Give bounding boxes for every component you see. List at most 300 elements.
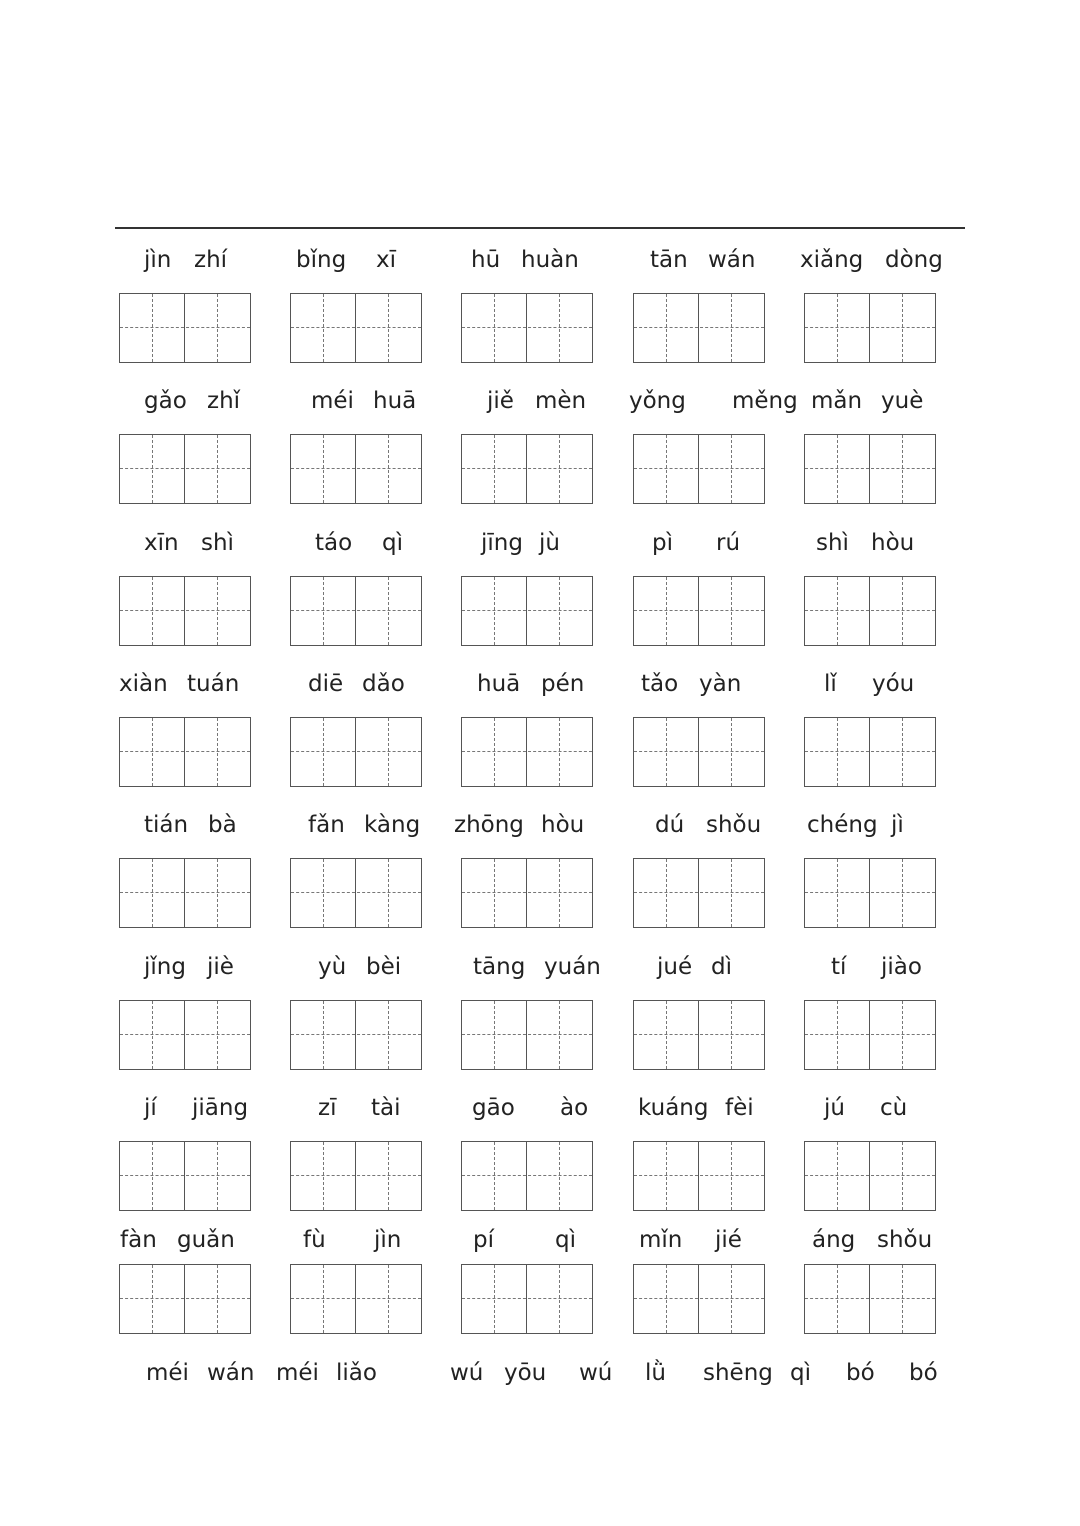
- pinyin-syllable: xiǎng: [800, 247, 864, 273]
- character-writing-box[interactable]: [633, 1141, 765, 1211]
- box-guide-line: [323, 1142, 324, 1210]
- box-guide-line: [152, 859, 153, 927]
- box-guide-line: [355, 1265, 356, 1333]
- character-writing-box[interactable]: [633, 293, 765, 363]
- box-guide-line: [323, 859, 324, 927]
- box-guide-line: [462, 468, 592, 469]
- box-guide-line: [217, 1001, 218, 1069]
- box-guide-line: [184, 859, 185, 927]
- character-writing-box[interactable]: [461, 1264, 593, 1334]
- box-guide-line: [184, 718, 185, 786]
- bottom-pinyin-syllable: bó: [846, 1360, 875, 1386]
- pinyin-syllable: jí: [144, 1095, 157, 1121]
- box-guide-line: [494, 435, 495, 503]
- box-guide-line: [805, 892, 935, 893]
- box-guide-line: [291, 468, 421, 469]
- box-guide-line: [184, 435, 185, 503]
- character-writing-box[interactable]: [290, 1000, 422, 1070]
- bottom-pinyin-syllable: yōu: [504, 1360, 547, 1386]
- pinyin-syllable: yóu: [872, 671, 915, 697]
- box-guide-line: [323, 294, 324, 362]
- character-writing-box[interactable]: [461, 1141, 593, 1211]
- box-guide-line: [559, 1265, 560, 1333]
- pinyin-syllable: bà: [208, 812, 237, 838]
- box-guide-line: [388, 294, 389, 362]
- box-guide-line: [355, 577, 356, 645]
- pinyin-syllable: jīng: [481, 530, 523, 556]
- pinyin-syllable: tián: [144, 812, 189, 838]
- pinyin-syllable: tuán: [187, 671, 240, 697]
- box-guide-line: [323, 577, 324, 645]
- character-writing-box[interactable]: [804, 1264, 936, 1334]
- box-guide-line: [355, 1142, 356, 1210]
- box-guide-line: [666, 577, 667, 645]
- box-guide-line: [494, 859, 495, 927]
- pinyin-syllable: jì: [891, 812, 904, 838]
- pinyin-row: [0, 1091, 1080, 1125]
- box-guide-line: [731, 1142, 732, 1210]
- box-guide-line: [902, 1142, 903, 1210]
- pinyin-syllable: xī: [376, 247, 397, 273]
- box-guide-line: [837, 435, 838, 503]
- character-writing-box[interactable]: [633, 434, 765, 504]
- box-guide-line: [634, 610, 764, 611]
- box-guide-line: [494, 1001, 495, 1069]
- box-guide-line: [902, 859, 903, 927]
- pinyin-row: [0, 243, 1080, 277]
- bottom-pinyin-syllable: wú: [450, 1360, 484, 1386]
- box-guide-line: [291, 1034, 421, 1035]
- pinyin-syllable: pén: [541, 671, 585, 697]
- box-guide-line: [559, 435, 560, 503]
- box-guide-line: [634, 892, 764, 893]
- box-guide-line: [902, 1265, 903, 1333]
- pinyin-syllable: yuè: [881, 388, 924, 414]
- box-guide-line: [731, 718, 732, 786]
- character-writing-box[interactable]: [119, 717, 251, 787]
- pinyin-syllable: zhí: [194, 247, 228, 273]
- pinyin-syllable: měng: [732, 388, 798, 414]
- box-guide-line: [184, 1142, 185, 1210]
- bottom-pinyin-syllable: lǜ: [645, 1360, 666, 1386]
- box-guide-line: [355, 435, 356, 503]
- pinyin-syllable: mèn: [535, 388, 587, 414]
- pinyin-syllable: shǒu: [706, 812, 762, 838]
- pinyin-syllable: jìn: [374, 1227, 402, 1253]
- pinyin-syllable: bǐng: [296, 247, 347, 273]
- box-guide-line: [666, 1142, 667, 1210]
- box-guide-line: [291, 751, 421, 752]
- box-guide-line: [559, 1001, 560, 1069]
- pinyin-syllable: fǎn: [308, 812, 345, 838]
- box-guide-line: [805, 1298, 935, 1299]
- box-guide-line: [869, 577, 870, 645]
- box-guide-line: [634, 1298, 764, 1299]
- box-guide-line: [666, 1001, 667, 1069]
- box-guide-line: [217, 577, 218, 645]
- box-guide-line: [634, 751, 764, 752]
- pinyin-syllable: bèi: [366, 954, 402, 980]
- box-guide-line: [120, 1298, 250, 1299]
- box-guide-line: [217, 859, 218, 927]
- pinyin-syllable: gǎo: [144, 388, 187, 414]
- pinyin-syllable: jué: [657, 954, 693, 980]
- character-writing-box[interactable]: [119, 1264, 251, 1334]
- character-writing-box[interactable]: [119, 293, 251, 363]
- box-guide-line: [494, 577, 495, 645]
- box-guide-line: [120, 327, 250, 328]
- character-writing-box[interactable]: [804, 434, 936, 504]
- box-guide-line: [698, 1142, 699, 1210]
- character-writing-box[interactable]: [461, 576, 593, 646]
- character-writing-box[interactable]: [461, 434, 593, 504]
- character-writing-box[interactable]: [633, 576, 765, 646]
- pinyin-syllable: mǐn: [639, 1227, 683, 1253]
- character-writing-box[interactable]: [633, 1264, 765, 1334]
- box-guide-line: [526, 435, 527, 503]
- box-guide-line: [184, 1265, 185, 1333]
- box-guide-line: [462, 751, 592, 752]
- character-writing-box[interactable]: [804, 717, 936, 787]
- box-guide-line: [526, 1001, 527, 1069]
- pinyin-syllable: chéng: [807, 812, 878, 838]
- pinyin-row: [0, 1223, 1080, 1257]
- box-guide-line: [526, 1142, 527, 1210]
- pinyin-syllable: xiàn: [119, 671, 168, 697]
- box-guide-line: [494, 1265, 495, 1333]
- box-guide-line: [184, 294, 185, 362]
- box-guide-line: [152, 1265, 153, 1333]
- bottom-pinyin-syllable: liǎo: [336, 1360, 377, 1386]
- box-guide-line: [731, 859, 732, 927]
- box-guide-line: [869, 859, 870, 927]
- character-writing-box[interactable]: [633, 1000, 765, 1070]
- character-writing-box[interactable]: [119, 1141, 251, 1211]
- box-guide-line: [388, 1265, 389, 1333]
- bottom-pinyin-syllable: bó: [909, 1360, 938, 1386]
- box-guide-line: [152, 435, 153, 503]
- box-guide-line: [291, 610, 421, 611]
- box-guide-line: [462, 1298, 592, 1299]
- box-guide-line: [355, 859, 356, 927]
- pinyin-syllable: hòu: [541, 812, 585, 838]
- pinyin-syllable: jiè: [207, 954, 234, 980]
- bottom-pinyin-syllable: méi: [146, 1360, 189, 1386]
- character-writing-box[interactable]: [290, 576, 422, 646]
- pinyin-syllable: dòng: [885, 247, 943, 273]
- box-guide-line: [837, 1001, 838, 1069]
- pinyin-row: [0, 526, 1080, 560]
- pinyin-syllable: tān: [650, 247, 688, 273]
- box-guide-line: [634, 1034, 764, 1035]
- box-guide-line: [184, 577, 185, 645]
- pinyin-syllable: rú: [716, 530, 741, 556]
- box-guide-line: [462, 610, 592, 611]
- box-guide-line: [869, 1142, 870, 1210]
- pinyin-syllable: ào: [560, 1095, 589, 1121]
- character-writing-box[interactable]: [461, 717, 593, 787]
- box-guide-line: [120, 751, 250, 752]
- character-writing-box[interactable]: [633, 717, 765, 787]
- box-guide-line: [152, 294, 153, 362]
- pinyin-syllable: dǎo: [362, 671, 405, 697]
- pinyin-syllable: áng: [812, 1227, 856, 1253]
- pinyin-syllable: yǒng: [629, 388, 686, 414]
- box-guide-line: [666, 435, 667, 503]
- box-guide-line: [666, 294, 667, 362]
- box-guide-line: [559, 1142, 560, 1210]
- box-guide-line: [388, 435, 389, 503]
- box-guide-line: [462, 327, 592, 328]
- box-guide-line: [323, 1265, 324, 1333]
- pinyin-syllable: zhǐ: [207, 388, 241, 414]
- character-writing-box[interactable]: [804, 293, 936, 363]
- box-guide-line: [869, 435, 870, 503]
- pinyin-syllable: fù: [303, 1227, 326, 1253]
- box-guide-line: [837, 1265, 838, 1333]
- box-guide-line: [698, 1265, 699, 1333]
- pinyin-syllable: zhōng: [454, 812, 524, 838]
- character-writing-box[interactable]: [461, 1000, 593, 1070]
- pinyin-syllable: gāo: [472, 1095, 515, 1121]
- pinyin-syllable: jiào: [881, 954, 922, 980]
- box-guide-line: [698, 1001, 699, 1069]
- box-guide-line: [805, 468, 935, 469]
- box-guide-line: [217, 294, 218, 362]
- pinyin-syllable: kuáng: [638, 1095, 709, 1121]
- pinyin-syllable: guǎn: [177, 1227, 235, 1253]
- pinyin-syllable: cù: [880, 1095, 908, 1121]
- pinyin-syllable: tǎo: [641, 671, 679, 697]
- pinyin-syllable: mǎn: [811, 388, 863, 414]
- box-guide-line: [323, 435, 324, 503]
- box-guide-line: [462, 1034, 592, 1035]
- box-guide-line: [902, 718, 903, 786]
- character-writing-box[interactable]: [119, 576, 251, 646]
- character-writing-box[interactable]: [290, 1264, 422, 1334]
- box-guide-line: [526, 718, 527, 786]
- box-guide-line: [634, 327, 764, 328]
- pinyin-syllable: qì: [382, 530, 403, 556]
- pinyin-syllable: jǐng: [144, 954, 186, 980]
- character-writing-box[interactable]: [804, 1141, 936, 1211]
- box-guide-line: [731, 1265, 732, 1333]
- pinyin-syllable: jiě: [487, 388, 514, 414]
- box-guide-line: [152, 1001, 153, 1069]
- character-writing-box[interactable]: [461, 858, 593, 928]
- pinyin-syllable: tài: [371, 1095, 401, 1121]
- box-guide-line: [731, 1001, 732, 1069]
- box-guide-line: [217, 1142, 218, 1210]
- box-guide-line: [869, 718, 870, 786]
- character-writing-box[interactable]: [119, 434, 251, 504]
- character-writing-box[interactable]: [804, 1000, 936, 1070]
- box-guide-line: [698, 577, 699, 645]
- box-guide-line: [731, 435, 732, 503]
- pinyin-syllable: huàn: [521, 247, 579, 273]
- box-guide-line: [805, 610, 935, 611]
- box-guide-line: [388, 859, 389, 927]
- box-guide-line: [526, 1265, 527, 1333]
- pinyin-syllable: shì: [816, 530, 849, 556]
- bottom-pinyin-syllable: méi: [276, 1360, 319, 1386]
- box-guide-line: [698, 435, 699, 503]
- pinyin-syllable: dì: [711, 954, 732, 980]
- box-guide-line: [388, 1001, 389, 1069]
- character-writing-box[interactable]: [290, 717, 422, 787]
- pinyin-syllable: méi: [311, 388, 354, 414]
- box-guide-line: [291, 892, 421, 893]
- box-guide-line: [634, 1175, 764, 1176]
- pinyin-syllable: diē: [308, 671, 344, 697]
- box-guide-line: [837, 294, 838, 362]
- box-guide-line: [731, 577, 732, 645]
- bottom-pinyin-line: [0, 1356, 1080, 1390]
- pinyin-syllable: zī: [318, 1095, 337, 1121]
- box-guide-line: [559, 577, 560, 645]
- box-guide-line: [494, 294, 495, 362]
- box-guide-line: [837, 577, 838, 645]
- box-guide-line: [837, 859, 838, 927]
- box-guide-line: [869, 1001, 870, 1069]
- pinyin-syllable: huā: [477, 671, 521, 697]
- box-guide-line: [217, 1265, 218, 1333]
- box-guide-line: [559, 718, 560, 786]
- box-guide-line: [120, 610, 250, 611]
- pinyin-syllable: fàn: [120, 1227, 157, 1253]
- box-guide-line: [805, 1034, 935, 1035]
- box-guide-line: [837, 1142, 838, 1210]
- box-guide-line: [388, 577, 389, 645]
- pinyin-syllable: hū: [471, 247, 501, 273]
- box-guide-line: [355, 718, 356, 786]
- box-guide-line: [120, 468, 250, 469]
- box-guide-line: [494, 718, 495, 786]
- pinyin-syllable: shǒu: [877, 1227, 933, 1253]
- character-writing-box[interactable]: [804, 858, 936, 928]
- box-guide-line: [666, 718, 667, 786]
- pinyin-syllable: hòu: [871, 530, 915, 556]
- pinyin-syllable: dú: [655, 812, 685, 838]
- box-guide-line: [526, 859, 527, 927]
- box-guide-line: [120, 1034, 250, 1035]
- pinyin-row: [0, 384, 1080, 418]
- box-guide-line: [634, 468, 764, 469]
- box-guide-line: [355, 1001, 356, 1069]
- box-guide-line: [152, 577, 153, 645]
- box-guide-line: [559, 294, 560, 362]
- box-guide-line: [805, 327, 935, 328]
- box-guide-line: [902, 435, 903, 503]
- box-guide-line: [902, 294, 903, 362]
- pinyin-syllable: jú: [824, 1095, 845, 1121]
- box-guide-line: [355, 294, 356, 362]
- pinyin-syllable: jù: [539, 530, 560, 556]
- bottom-pinyin-syllable: wán: [207, 1360, 255, 1386]
- box-guide-line: [698, 859, 699, 927]
- pinyin-row: [0, 808, 1080, 842]
- character-writing-box[interactable]: [633, 858, 765, 928]
- character-writing-box[interactable]: [804, 576, 936, 646]
- bottom-pinyin-syllable: wú: [579, 1360, 613, 1386]
- character-writing-box[interactable]: [290, 858, 422, 928]
- box-guide-line: [902, 577, 903, 645]
- box-guide-line: [388, 1142, 389, 1210]
- pinyin-syllable: wán: [708, 247, 756, 273]
- box-guide-line: [291, 327, 421, 328]
- box-guide-line: [698, 718, 699, 786]
- box-guide-line: [291, 1175, 421, 1176]
- box-guide-line: [291, 1298, 421, 1299]
- box-guide-line: [666, 859, 667, 927]
- pinyin-syllable: jìn: [144, 247, 172, 273]
- box-guide-line: [323, 1001, 324, 1069]
- box-guide-line: [152, 718, 153, 786]
- box-guide-line: [869, 294, 870, 362]
- pinyin-syllable: kàng: [364, 812, 421, 838]
- box-guide-line: [559, 859, 560, 927]
- box-guide-line: [217, 435, 218, 503]
- box-guide-line: [120, 1175, 250, 1176]
- box-guide-line: [698, 294, 699, 362]
- box-guide-line: [805, 751, 935, 752]
- pinyin-syllable: yù: [318, 954, 347, 980]
- pinyin-syllable: yuán: [544, 954, 601, 980]
- pinyin-syllable: pì: [652, 530, 673, 556]
- box-guide-line: [388, 718, 389, 786]
- box-guide-line: [869, 1265, 870, 1333]
- pinyin-syllable: lǐ: [824, 671, 837, 697]
- pinyin-syllable: xīn: [144, 530, 179, 556]
- character-writing-box[interactable]: [290, 293, 422, 363]
- bottom-pinyin-syllable: qì: [790, 1360, 811, 1386]
- character-writing-box[interactable]: [119, 1000, 251, 1070]
- pinyin-syllable: qì: [555, 1227, 576, 1253]
- box-guide-line: [323, 718, 324, 786]
- box-guide-line: [902, 1001, 903, 1069]
- box-guide-line: [731, 294, 732, 362]
- box-guide-line: [526, 294, 527, 362]
- box-guide-line: [526, 577, 527, 645]
- box-guide-line: [494, 1142, 495, 1210]
- character-writing-box[interactable]: [119, 858, 251, 928]
- box-guide-line: [666, 1265, 667, 1333]
- pinyin-syllable: huā: [373, 388, 417, 414]
- pinyin-syllable: pí: [473, 1227, 494, 1253]
- pinyin-syllable: táo: [315, 530, 353, 556]
- box-guide-line: [184, 1001, 185, 1069]
- pinyin-syllable: yàn: [699, 671, 742, 697]
- pinyin-syllable: tí: [831, 954, 847, 980]
- character-writing-box[interactable]: [290, 434, 422, 504]
- box-guide-line: [462, 1175, 592, 1176]
- character-writing-box[interactable]: [461, 293, 593, 363]
- pinyin-row: [0, 950, 1080, 984]
- pinyin-row: [0, 667, 1080, 701]
- pinyin-syllable: jié: [715, 1227, 742, 1253]
- character-writing-box[interactable]: [290, 1141, 422, 1211]
- box-guide-line: [837, 718, 838, 786]
- box-guide-line: [152, 1142, 153, 1210]
- bottom-pinyin-syllable: shēng: [703, 1360, 773, 1386]
- box-guide-line: [120, 892, 250, 893]
- box-guide-line: [805, 1175, 935, 1176]
- pinyin-syllable: shì: [201, 530, 234, 556]
- box-guide-line: [462, 892, 592, 893]
- pinyin-syllable: fèi: [725, 1095, 754, 1121]
- box-guide-line: [217, 718, 218, 786]
- pinyin-syllable: jiāng: [192, 1095, 249, 1121]
